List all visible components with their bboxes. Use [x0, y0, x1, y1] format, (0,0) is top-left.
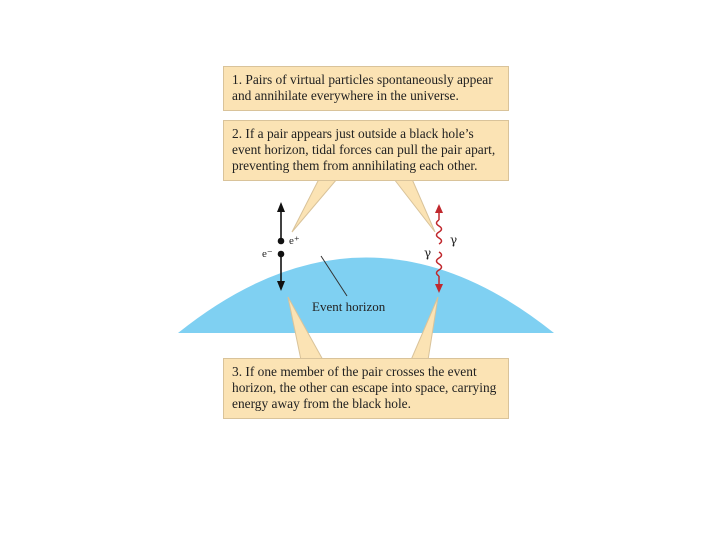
callout-step-1: 1. Pairs of virtual particles spontaneously appear and annihilate everywhere in the universe. — [223, 66, 509, 111]
event-horizon-label: Event horizon — [312, 299, 386, 314]
electron-particle — [278, 251, 285, 258]
callout-step-3: 3. If one member of the pair crosses the event horizon, the other can escape into space, carrying energy away from the black hole. — [223, 358, 509, 419]
falling-photon-label: γ — [424, 246, 432, 260]
positron-particle — [278, 238, 285, 245]
callout-pointer-right — [394, 179, 435, 232]
escaping-photon-label: γ — [450, 233, 458, 247]
positron-label: e⁺ — [289, 235, 300, 247]
black-hole-dome — [178, 258, 554, 334]
callout-step-2: 2. If a pair appears just outside a black hole’s event horizon, tidal forces can pull the pair apart, preventing them from annihilating each other. — [223, 120, 509, 181]
escaping-photon-wave — [437, 220, 442, 244]
escaping-photon-arrowhead — [435, 204, 443, 213]
positron-arrowhead — [277, 202, 285, 212]
callout-pointer-left — [292, 179, 337, 232]
electron-label: e⁻ — [262, 248, 273, 260]
